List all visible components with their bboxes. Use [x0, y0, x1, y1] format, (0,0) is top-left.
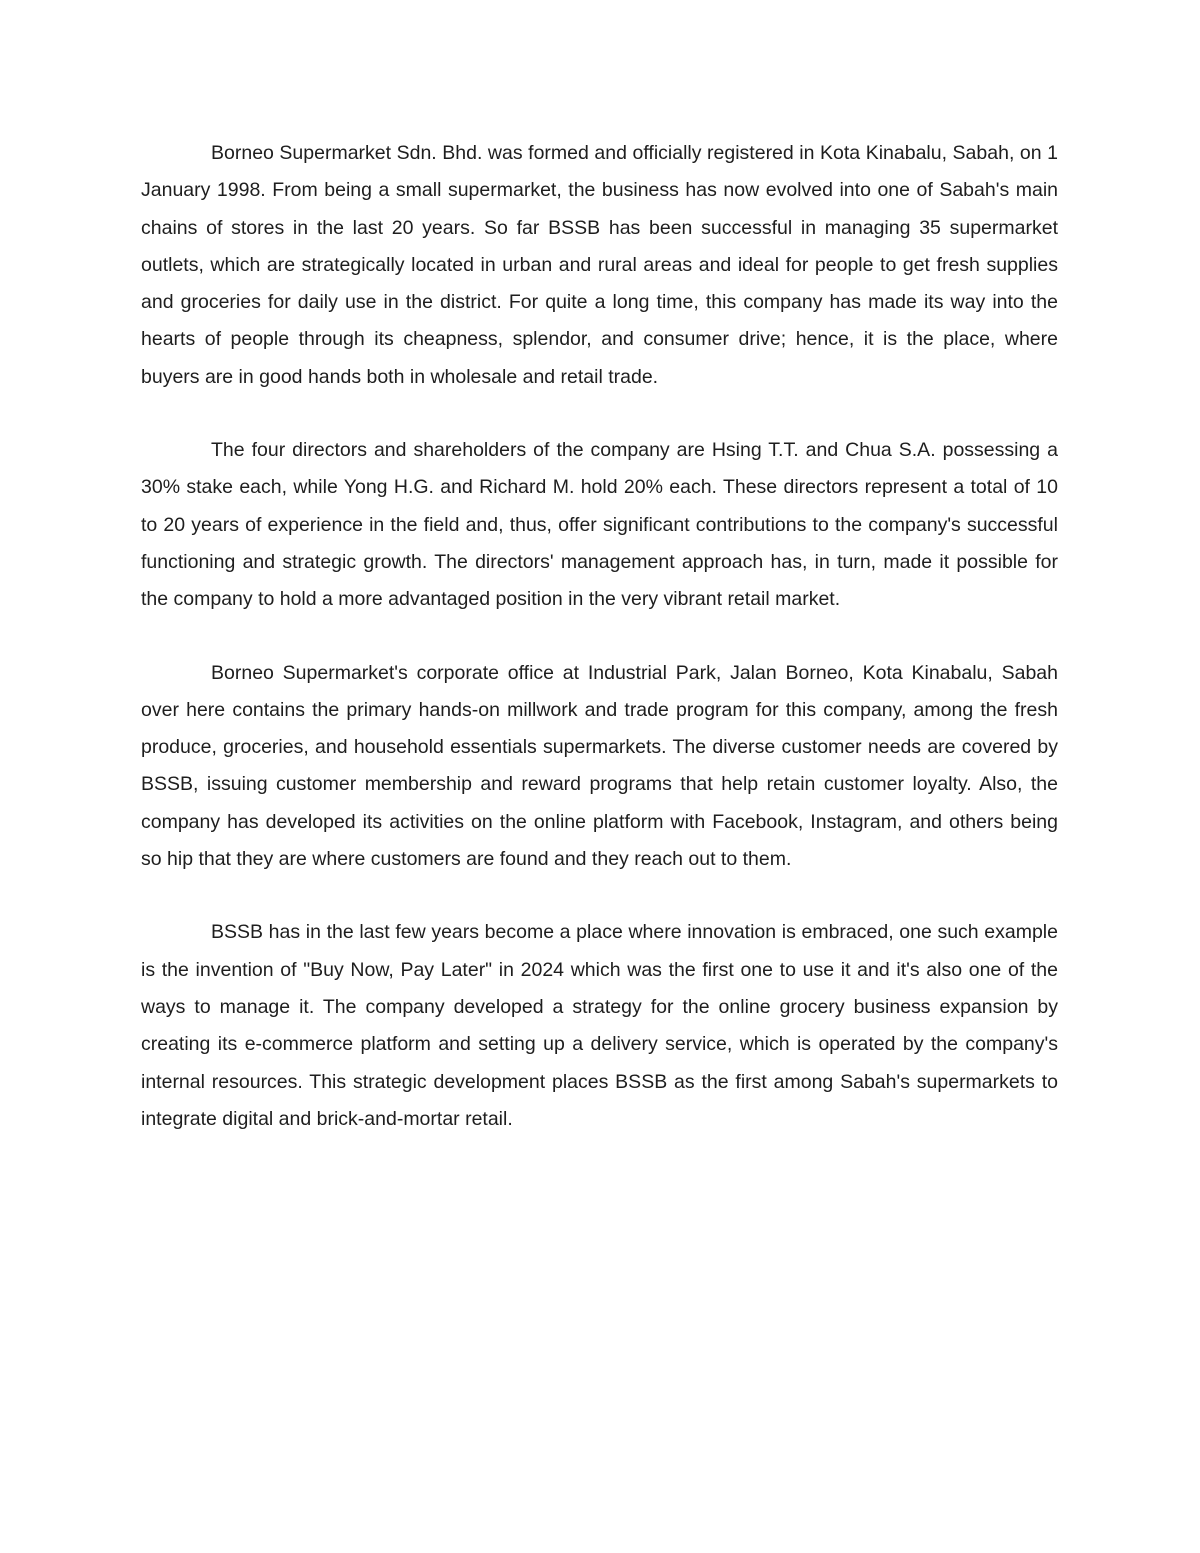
paragraph-directors: The four directors and shareholders of the company are Hsing T.T. and Chua S.A. possessing a 30% stake each, while Yong H.G. and Richard M. hold 20% each. These directors represent a total of 10 to 20 years of experience in the field and, thus, offer significant contributions to the company's successful functioning and strategic growth. The directors' management approach has, in turn, made it possible for the company to hold a more advantaged position in the very vibrant retail market. — [141, 439, 1058, 611]
paragraph-company-history: Borneo Supermarket Sdn. Bhd. was formed and officially registered in Kota Kinabalu, Sabah, on 1 January 1998. From being a small supermarket, the business has now evolved into one of Sabah's main chains of stores in the last 20 years. So far BSSB has been successful in managing 35 supermarket outlets, which are strategically located in urban and rural areas and ideal for people to get fresh supplies and groceries for daily use in the district. For quite a long time, this company has made its way into the hearts of people through its cheapness, splendor, and consumer drive; hence, it is the place, where buyers are in good hands both in wholesale and retail trade. — [141, 142, 1058, 388]
document-body — [141, 135, 1058, 1174]
paragraph-corporate-office: Borneo Supermarket's corporate office at Industrial Park, Jalan Borneo, Kota Kinabalu, Sabah over here contains the primary hands-on millwork and trade program for this company, among the fresh produce, groceries, and household essentials supermarkets. The diverse customer needs are covered by BSSB, issuing customer membership and reward programs that help retain customer loyalty. Also, the company has developed its activities on the online platform with Facebook, Instagram, and others being so hip that they are where customers are found and they reach out to them. — [141, 661, 1058, 871]
paragraph-innovation: BSSB has in the last few years become a place where innovation is embraced, one such example is the invention of "Buy Now, Pay Later" in 2024 which was the first one to use it and it's also one of the ways to manage it. The company developed a strategy for the online grocery business expansion by creating its e-commerce platform and setting up a delivery service, which is operated by the company's internal resources. This strategic development places BSSB as the first among Sabah's supermarkets to integrate digital and brick-and-mortar retail. — [141, 921, 1058, 1130]
